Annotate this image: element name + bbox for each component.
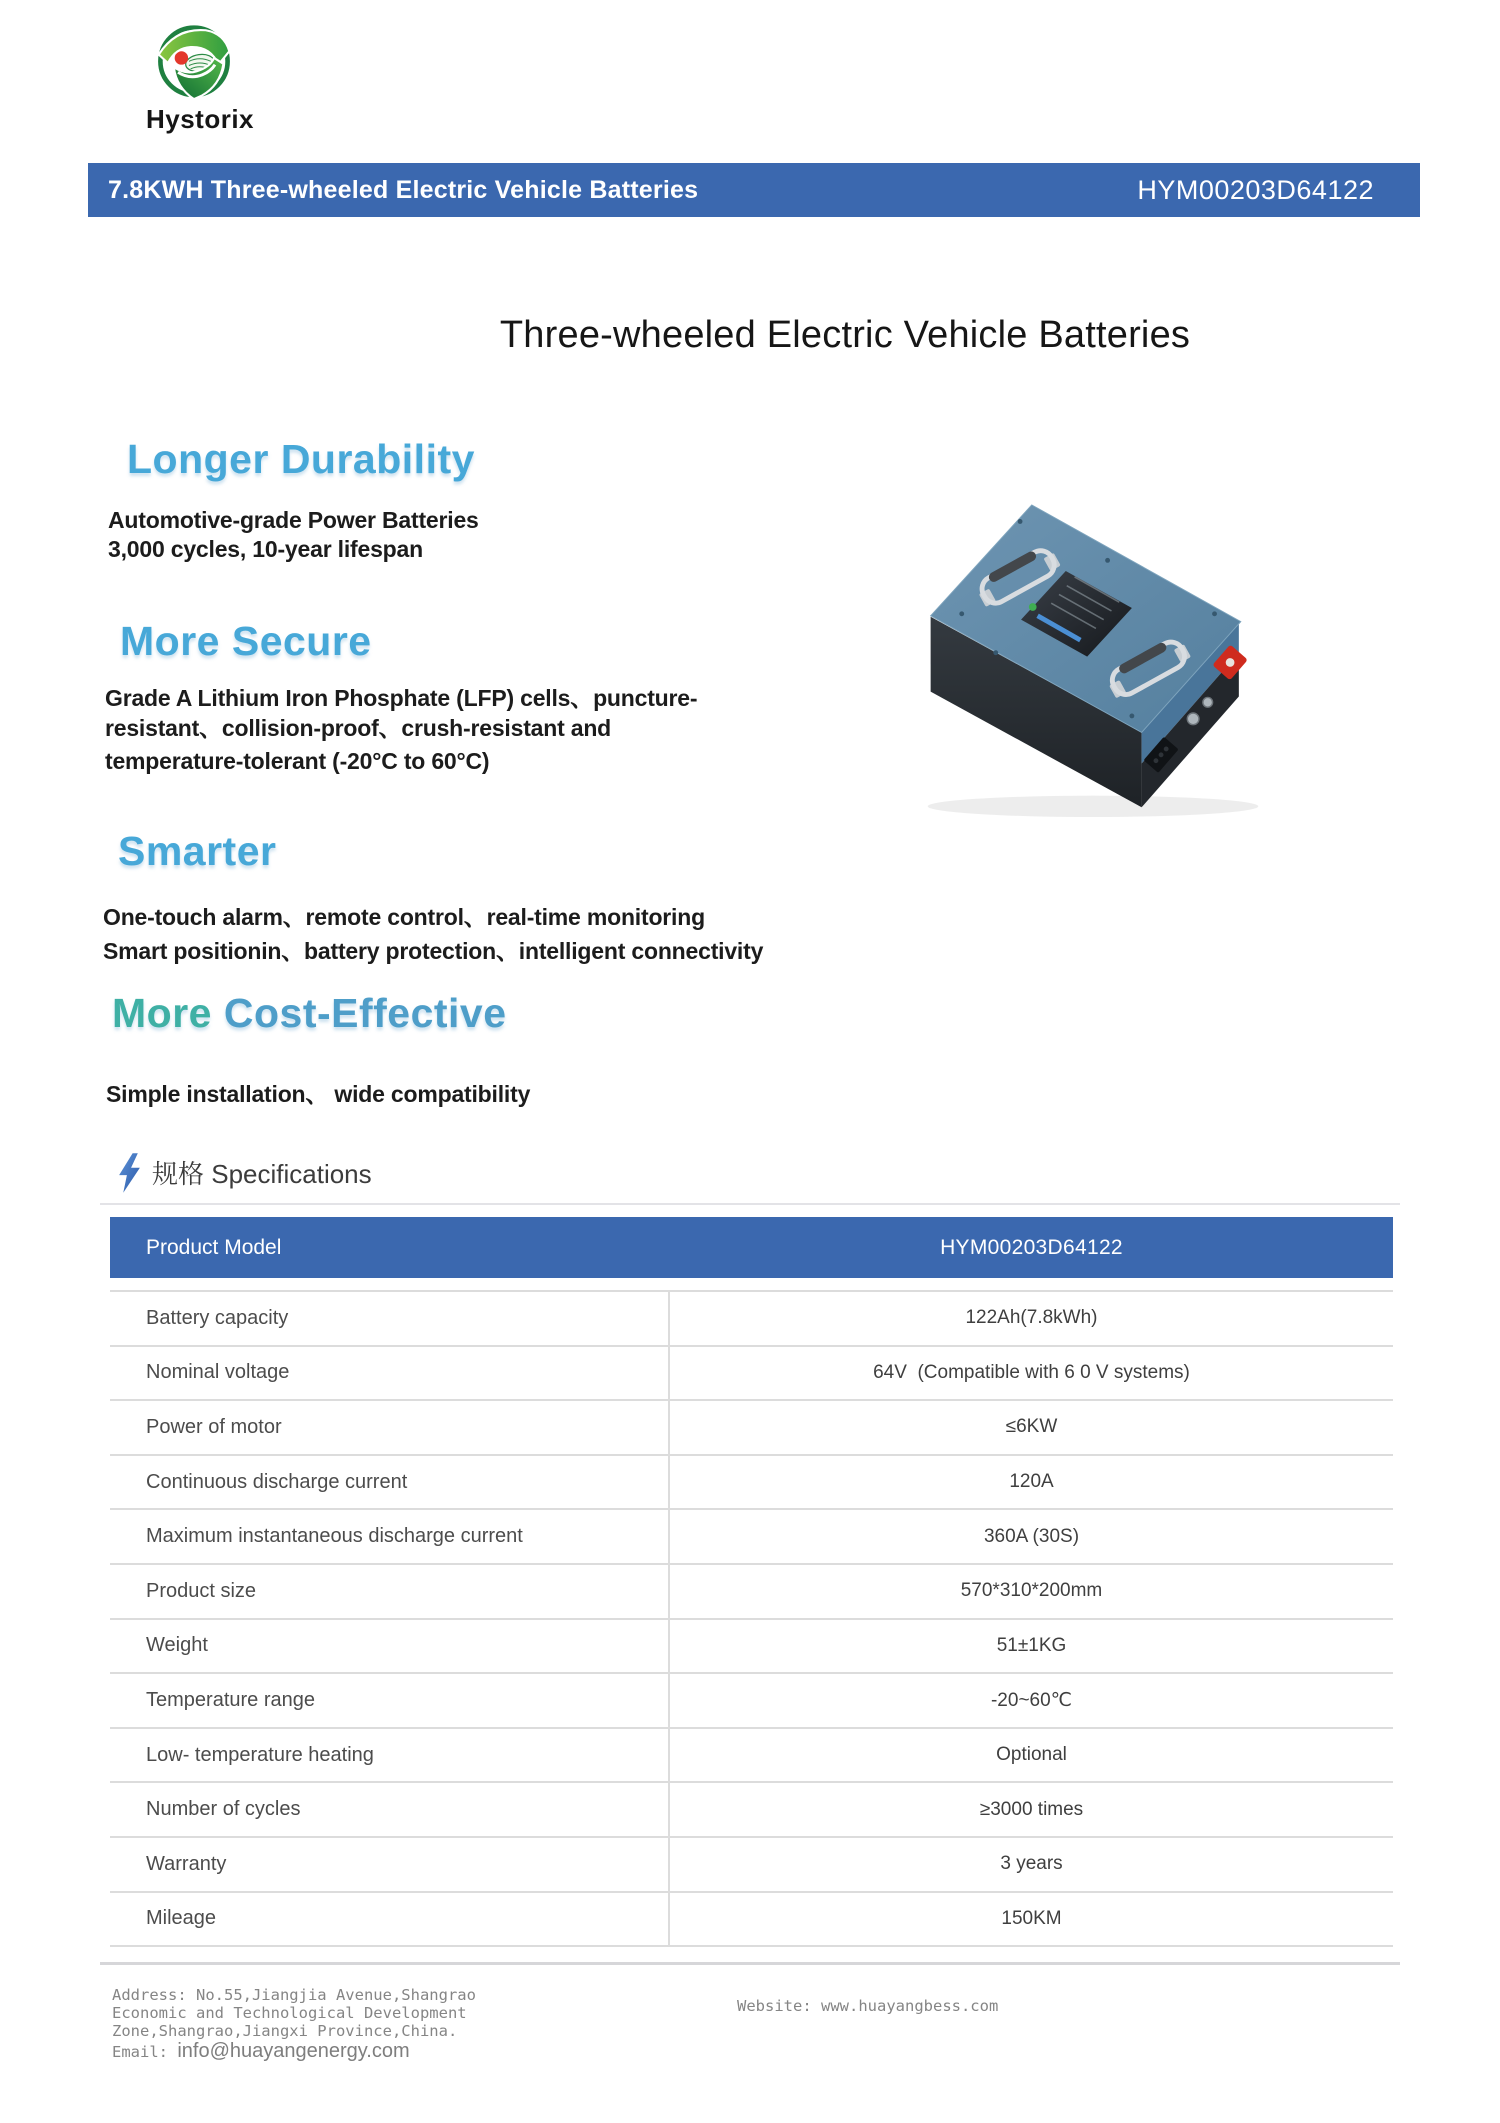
table-row bbox=[110, 1563, 1393, 1618]
title-bar-model: HYM00203D64122 bbox=[1137, 174, 1374, 205]
spec-table bbox=[110, 1217, 1393, 1947]
spec-value: 360A (30S) bbox=[983, 1525, 1080, 1547]
spec-header-label: Product Model bbox=[146, 1235, 282, 1259]
spec-label: Battery capacity bbox=[110, 1292, 670, 1345]
heading-cost-part1: More bbox=[112, 990, 224, 1036]
table-row bbox=[110, 1345, 1393, 1400]
spec-table-body bbox=[110, 1290, 1393, 1947]
footer-email-line bbox=[112, 2042, 476, 2061]
title-bar bbox=[88, 163, 1420, 217]
page-title: Three-wheeled Electric Vehicle Batteries bbox=[499, 314, 1191, 356]
table-row bbox=[110, 1454, 1393, 1509]
secure-line-1: Grade A Lithium Iron Phosphate (LFP) cells、puncture- bbox=[105, 685, 698, 711]
spec-value: 122Ah(7.8kWh) bbox=[965, 1307, 1098, 1329]
spec-label: Low- temperature heating bbox=[110, 1729, 670, 1782]
table-row bbox=[110, 1836, 1393, 1891]
smarter-line-2: Smart positionin、battery protection、intelligent connectivity bbox=[103, 938, 764, 964]
table-row bbox=[110, 1727, 1393, 1782]
website-url[interactable]: www.huayangbess.com bbox=[821, 1997, 999, 2015]
spec-label: Nominal voltage bbox=[110, 1347, 670, 1400]
spec-label: Temperature range bbox=[110, 1674, 670, 1727]
address-line-2: Economic and Technological Development bbox=[112, 2004, 467, 2022]
title-bar-product: 7.8KWH Three-wheeled Electric Vehicle Batteries bbox=[108, 175, 699, 204]
smarter-line-1: One-touch alarm、remote control、real-time monitoring bbox=[103, 904, 705, 930]
spec-value: 570*310*200mm bbox=[960, 1580, 1103, 1602]
heading-smarter: Smarter bbox=[118, 828, 277, 874]
heading-cost-part2: Cost-Effective bbox=[223, 990, 507, 1036]
spec-label: Continuous discharge current bbox=[110, 1456, 670, 1509]
durability-text bbox=[108, 506, 479, 564]
address-line-3: Zone,Shangrao,Jiangxi Province,China. bbox=[112, 2022, 458, 2040]
table-row bbox=[110, 1290, 1393, 1345]
secure-line-2: resistant、collision-proof、crush-resistant and bbox=[105, 715, 612, 741]
table-row bbox=[110, 1399, 1393, 1454]
footer-website-block bbox=[737, 1997, 998, 2015]
spec-value: ≥3000 times bbox=[979, 1798, 1084, 1820]
website-label: Website: bbox=[737, 1997, 821, 2015]
brand-name: Hystorix bbox=[145, 104, 255, 134]
smarter-text bbox=[103, 900, 763, 968]
table-row bbox=[110, 1781, 1393, 1836]
spec-header-value: HYM00203D64122 bbox=[940, 1235, 1123, 1259]
spec-label: Maximum instantaneous discharge current bbox=[110, 1510, 670, 1563]
spec-value: 120A bbox=[1009, 1471, 1054, 1493]
table-row bbox=[110, 1891, 1393, 1946]
secure-line-3: temperature-tolerant (-20°C to 60°C) bbox=[105, 748, 490, 774]
email-address[interactable]: info@huayangenergy.com bbox=[177, 2040, 410, 2062]
brand-logo-icon bbox=[152, 20, 236, 106]
footer-address-block bbox=[112, 1986, 476, 2061]
spec-label: Power of motor bbox=[110, 1401, 670, 1454]
spec-value: ≤6KW bbox=[1005, 1416, 1058, 1438]
lightning-bolt-icon bbox=[116, 1152, 143, 1194]
spec-label: Number of cycles bbox=[110, 1783, 670, 1836]
heading-more-secure: More Secure bbox=[120, 618, 372, 664]
table-row bbox=[110, 1618, 1393, 1673]
footer-divider bbox=[100, 1962, 1400, 1965]
durability-line-2: 3,000 cycles, 10-year lifespan bbox=[108, 536, 423, 562]
specifications-title: 规格 Specifications bbox=[152, 1159, 372, 1189]
email-label: Email: bbox=[112, 2043, 178, 2061]
spec-value: 3 years bbox=[1000, 1853, 1063, 1875]
spec-value: 51±1KG bbox=[996, 1634, 1067, 1656]
spec-label: Mileage bbox=[110, 1893, 670, 1946]
heading-longer-durability: Longer Durability bbox=[127, 436, 475, 482]
durability-line-1: Automotive-grade Power Batteries bbox=[108, 507, 479, 533]
battery-product-image bbox=[893, 468, 1293, 818]
spec-value: -20~60℃ bbox=[990, 1689, 1073, 1711]
spec-label: Weight bbox=[110, 1620, 670, 1673]
address-line-1: Address: No.55,Jiangjia Avenue,Shangrao bbox=[112, 1986, 476, 2004]
spec-value: 64V (Compatible with 6 0 V systems) bbox=[873, 1361, 1190, 1383]
spec-label: Warranty bbox=[110, 1838, 670, 1891]
heading-more-cost-effective bbox=[112, 990, 507, 1037]
spec-value: Optional bbox=[996, 1744, 1067, 1766]
spec-label: Product size bbox=[110, 1565, 670, 1618]
spec-table-header bbox=[110, 1217, 1393, 1278]
table-row bbox=[110, 1508, 1393, 1563]
table-row bbox=[110, 1672, 1393, 1727]
spec-value: 150KM bbox=[1001, 1907, 1062, 1929]
secure-text bbox=[105, 683, 697, 776]
cost-line-1: Simple installation、 wide compatibility bbox=[106, 1081, 531, 1107]
specs-divider bbox=[100, 1203, 1400, 1205]
